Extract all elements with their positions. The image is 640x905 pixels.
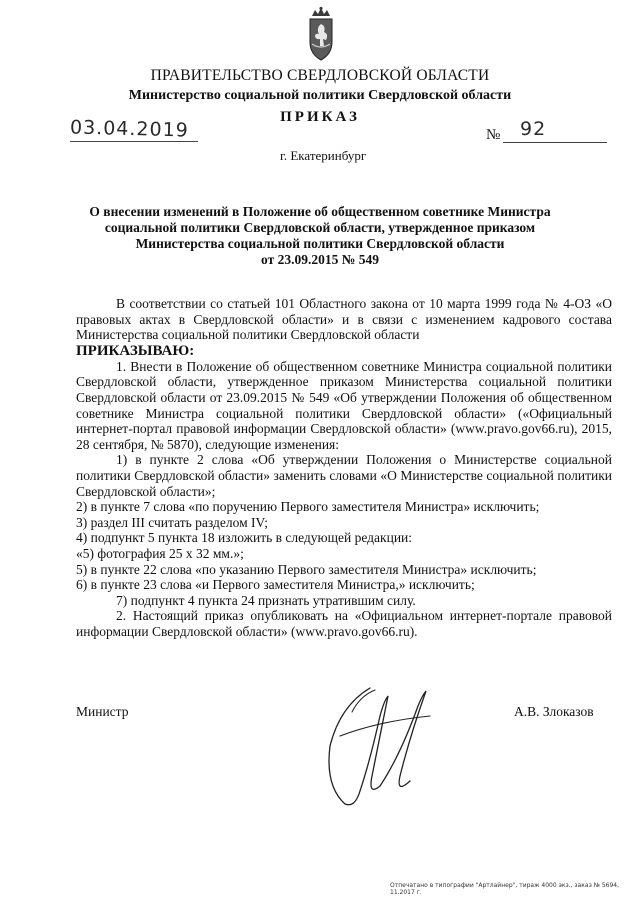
subitem-7: 7) подпункт 4 пункта 24 признать утратившим силу. — [116, 592, 416, 608]
signatory-name: А.В. Злоказов — [514, 704, 594, 719]
document-body — [76, 296, 612, 639]
date-handwritten: 03.04.2019 — [69, 116, 190, 142]
subitem-3: 3) раздел III считать разделом IV; — [76, 514, 268, 530]
city: г. Екатеринбург — [280, 148, 367, 163]
government-name: ПРАВИТЕЛЬСТВО СВЕРДЛОВСКОЙ ОБЛАСТИ — [150, 67, 490, 84]
coat-of-arms-emblem — [302, 6, 340, 62]
signatory-position: Министр — [76, 704, 129, 719]
subitem-5: 5) в пункте 22 слова «по указанию Первого заместителя Министра» исключить; — [76, 561, 537, 577]
subitem-6: 6) в пункте 23 слова «и Первого заместителя Министра,» исключить; — [76, 577, 475, 593]
preamble: В соответствии со статьей 101 Областного закона от 10 марта 1999 года № 4-ОЗ «О правовых актах в Свердловской области» и в связи с изменением кадрового состава Министерства социальной политики Свердловской области — [76, 296, 612, 343]
title-line-1: О внесении изменений в Положение об общественном советнике Министра — [89, 204, 551, 219]
ministry-name: Министерство социальной политики Свердловской области — [128, 88, 512, 103]
subitem-4: 4) подпункт 5 пункта 18 изложить в следующей редакции: — [76, 530, 413, 546]
number-handwritten: 92 — [520, 118, 547, 140]
title-line-2: социальной политики Свердловской области, утвержденное приказом — [104, 220, 536, 235]
item-2: 2. Настоящий приказ опубликовать на «Официальном интернет-портале правовой информации Свердловской области» (www.pravo.gov66.ru). — [76, 608, 612, 639]
number-label: № — [486, 127, 501, 143]
date-underline — [70, 141, 198, 142]
handwritten-signature — [300, 676, 460, 816]
document-title — [0, 204, 640, 268]
subitem-2: 2) в пункте 7 слова «по поручению Первого заместителя Министра» исключить; — [76, 499, 540, 515]
print-note: Отпечатано в типографии "Артлайнер", тираж 4000 экз., заказ № 5694, 11.2017 г. — [390, 882, 619, 896]
title-line-4: от 23.09.2015 № 549 — [261, 252, 379, 267]
document-type: ПРИКАЗ — [280, 109, 360, 125]
number-underline — [503, 142, 607, 143]
order-word: ПРИКАЗЫВАЮ: — [76, 342, 195, 359]
title-line-3: Министерства социальной политики Свердловской области — [135, 236, 505, 251]
item-1: 1. Внести в Положение об общественном советнике Министра социальной политики Свердловской области, утвержденное приказом Министерства социальной политики Свердловской области от 23.09.2015 № 549 «Об утверждении Положения об общественном советнике Министра социальной политики Свердловской области» («Официальный интернет-портал правовой информации Свердловской области» (www.pravo.gov66.ru), 2015, 28 сентября, № 5870), следующие изменения: — [76, 358, 612, 452]
subitem-4-quote: «5) фотография 25 х 32 мм.»; — [76, 545, 244, 561]
subitem-1: 1) в пункте 2 слова «Об утверждении Положения о Министерстве социальной политики Свердловской области» заменить словами «О Министерстве социальной политики Свердловской области»; — [76, 452, 612, 499]
